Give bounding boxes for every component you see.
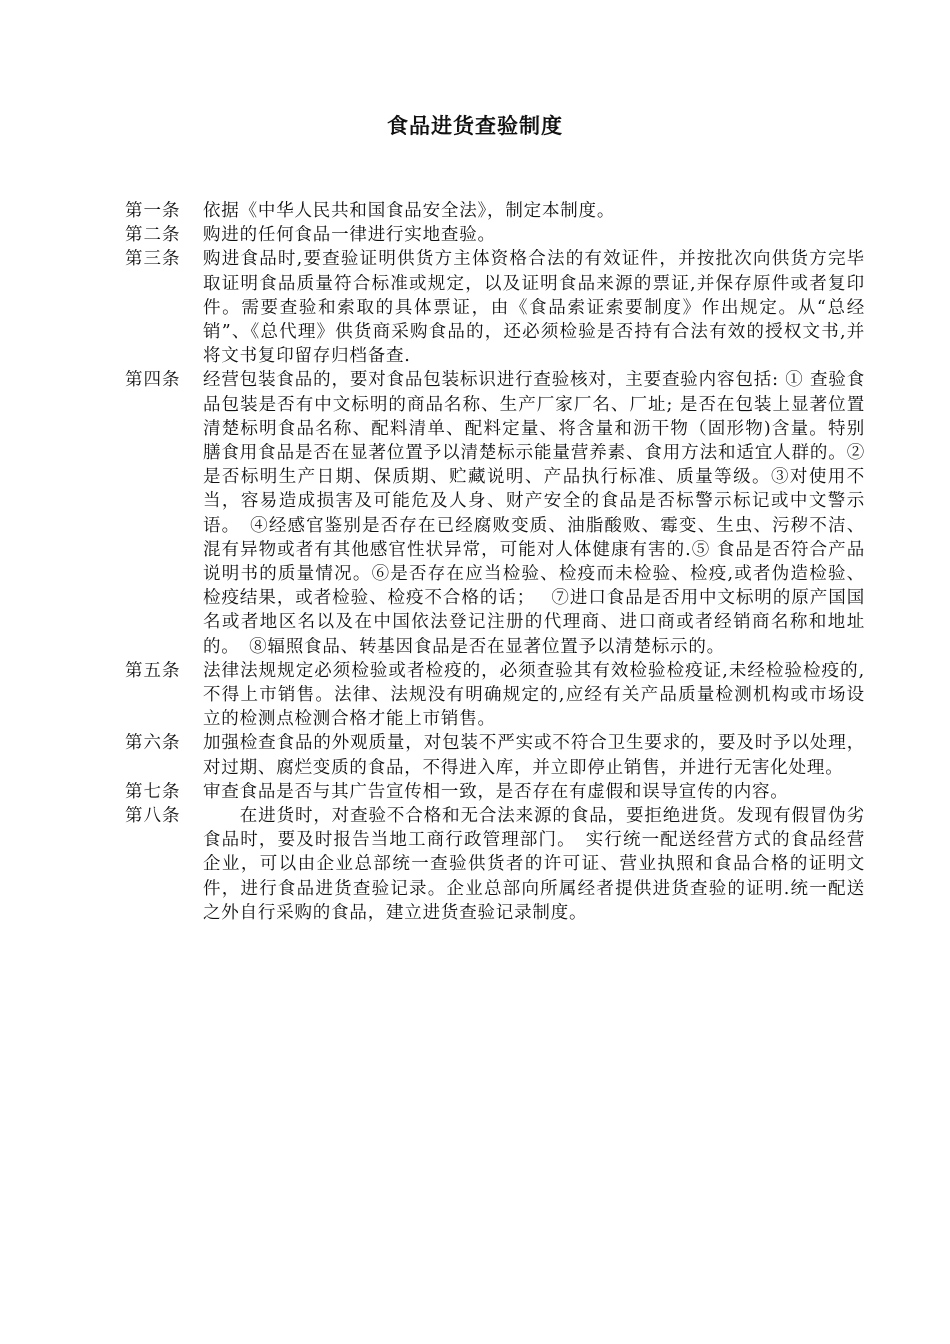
article-2 [125, 223, 865, 247]
article-text: 在进货时，对查验不合格和无合法来源的食品，要拒绝进货。发现有假冒伪劣食品时，要及时报告当地工商行政管理部门。 实行统一配送经营方式的食品经营企业，可以由企业总部统一查验供货者的许可证、营业执照和食品合格的证明文件，进行食品进货查验记录。企业总部向所属经者提供进货查验的证明.统一配送之外自行采购的食品，建立进货查验记录制度。 [203, 806, 865, 923]
article-text: 审查食品是否与其广告宣传相一致，是否存在有虚假和误导宣传的内容。 [203, 781, 789, 802]
article-text: 购进的任何食品一律进行实地查验。 [203, 225, 496, 246]
article-text: 经营包装食品的，要对食品包装标识进行查验核对，主要查验内容包括: ① 查验食品包装是否有中文标明的商品名称、生产厂家厂名、厂址; 是否在包装上显著位置清楚标明食品名称、配料清单、配料定量、将含量和沥干物（固形物)含量。特别膳食用食品是否在显著位置予以清楚标示能量营养素、食用方法和适宜人群的。②是否标明生产日期、保质期、贮藏说明、产品执行标准、质量等级。③对使用不当，容易造成损害及可能危及人身、财产安全的食品是否标警示标记或中文警示语。 ④经感官鉴别是否存在已经腐败变质、油脂酸败、霉变、生虫、污秽不洁、混有异物或者有其他感官性状异常，可能对人体健康有害的.⑤ 食品是否符合产品说明书的质量情况。⑥是否存在应当检验、检疫而未检验、检疫,或者伪造检验、检疫结果，或者检验、检疫不合格的话； ⑦进口食品是否用中文标明的原产国国名或者地区名以及在中国依法登记注册的代理商、进口商或者经销商名称和地址的。 ⑧辐照食品、转基因食品是否在显著位置予以清楚标示的。 [203, 370, 865, 657]
article-number: 第四条 [125, 370, 181, 391]
article-7 [125, 780, 865, 804]
article-number: 第三条 [125, 249, 181, 270]
article-number: 第一条 [125, 201, 181, 221]
article-1 [125, 199, 865, 223]
article-number: 第八条 [125, 806, 181, 827]
article-text: 依据《中华人民共和国食品安全法》，制定本制度。 [203, 201, 616, 221]
article-5 [125, 659, 865, 732]
document-title: 食品进货查验制度 [387, 114, 563, 138]
article-number: 第五条 [125, 660, 181, 681]
article-number: 第二条 [125, 225, 181, 246]
article-3 [125, 247, 865, 368]
article-list [125, 199, 865, 925]
article-text: 加强检查食品的外观质量，对包装不严实或不符合卫生要求的，要及时予以处理，对过期、腐烂变质的食品，不得进入库，并立即停止销售，并进行无害化处理。 [203, 733, 865, 778]
article-8 [125, 804, 865, 925]
article-4 [125, 368, 865, 658]
article-number: 第六条 [125, 733, 181, 754]
article-6 [125, 731, 865, 779]
article-number: 第七条 [125, 781, 181, 802]
article-text: 购进食品时,要查验证明供货方主体资格合法的有效证件，并按批次向供货方完毕取证明食品质量符合标准或规定，以及证明食品来源的票证,并保存原件或者复印件。需要查验和索取的具体票证，由《食品索证索要制度》作出规定。从“总经销”、《总代理》供货商采购食品的，还必须检验是否持有合法有效的授权文书,并将文书复印留存归档备查. [203, 249, 865, 367]
article-text: 法律法规规定必须检验或者检疫的，必须查验其有效检验检疫证,未经检验检疫的,不得上市销售。法律、法规没有明确规定的,应经有关产品质量检测机构或市场设立的检测点检测合格才能上市销售。 [203, 660, 865, 730]
